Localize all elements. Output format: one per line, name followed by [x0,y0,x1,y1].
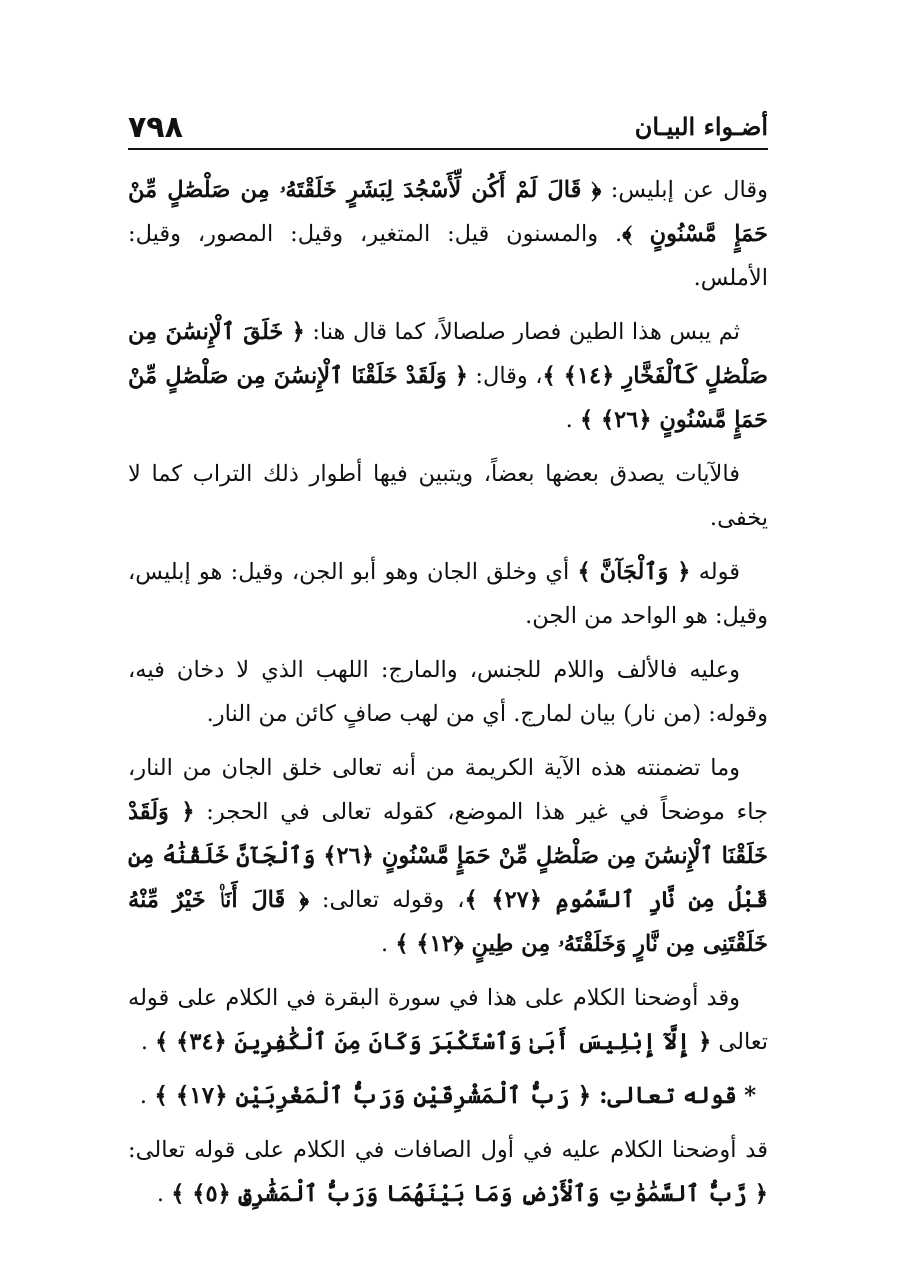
paragraph-text: . [565,407,580,433]
star-marker: * [744,1082,757,1109]
paragraph-iblis-quote [128,168,768,300]
quran-verse: ﴿ وَلَقَدْ خَلَقْنَا ٱلْإِنسَٰنَ مِن صَلْصَٰلٍ مِّنْ حَمَإٍ مَّسْنُونٍ ﴿٢٦﴾ وَٱلْجَآنَّ خَلَقْنَٰهُ مِن قَبْلُ مِن نَّارِ ٱلسَّمُومِ ﴿٢٧﴾ ﴾ [128,799,769,913]
quran-verse: ﴿ قَالَ لَمْ أَكُن لِّأَسْجُدَ لِبَشَرٍ خَلَقْتَهُۥ مِن صَلْصَٰلٍ مِّنْ حَمَإٍ مَّسْنُونٍ ﴾ [128,177,769,247]
paragraph-text: . [140,1029,156,1055]
paragraph-text: ثم يبس هذا الطين فصار صلصالاً، كما قال هنا: [304,319,740,345]
paragraph-text: وقال عن إبليس: [601,177,768,203]
paragraph-text: وما تضمنته هذه الآية الكريمة من أنه تعالى خلق الجان من النار، جاء موضحاً في غير هذا الموضع، كقوله تعالى في الحجر: [128,755,768,825]
paragraph-text: فالآيات يصدق بعضها بعضاً، ويتبين فيها أطوار ذلك التراب كما لا يخفى. [128,461,768,531]
paragraph-text: قد أوضحنا الكلام عليه في أول الصافات في الكلام على قوله تعالى: [128,1137,768,1163]
quran-verse: ﴿ رَبُّ ٱلْمَشْرِقَيْنِ وَرَبُّ ٱلْمَغْرِبَيْنِ ﴿١٧﴾ ﴾ [154,1082,592,1109]
paragraph-saffat [128,1128,768,1216]
quran-verse: ﴿ قَالَ أَنَا۠ خَيْرٌ مِّنْهُ خَلَقْتَنِى مِن نَّارٍ وَخَلَقْتَهُۥ مِن طِينٍ ﴿١٢﴾ ﴾ [128,887,768,957]
paragraph-salsal [128,310,768,442]
paragraph-text: وعليه فالألف واللام للجنس، والمارج: اللهب الذي لا دخان فيه، وقوله: (من نار) بيان لمارج. أي من لهب صافٍ كائن من النار. [128,657,768,727]
quran-verse: ﴿ وَلَقَدْ خَلَقْنَا ٱلْإِنسَٰنَ مِن صَلْصَٰلٍ مِّنْ حَمَإٍ مَّسْنُونٍ ﴿٢٦﴾ ﴾ [128,363,768,433]
paragraph-text: . والمسنون قيل: المتغير، وقيل: المصور، وقيل: الأملس. [128,221,768,291]
paragraph-verses-confirm [128,452,768,540]
paragraph-baqara [128,976,768,1064]
page-number: ٧٩٨ [128,110,183,145]
quran-verse: ﴿ رَّبُّ ٱلسَّمَٰوَٰتِ وَٱلْأَرْضِ وَمَا بَيْنَهُمَا وَرَبُّ ٱلْمَشَٰرِقِ ﴿٥﴾ ﴾ [171,1181,768,1207]
paragraph-text: . [156,1181,172,1207]
paragraph-text: قوله [690,559,740,585]
page-body [128,168,768,1226]
page-header [128,108,768,150]
paragraph-jann [128,550,768,638]
quran-verse: ﴿ إِلَّآ إِبْلِيسَ أَبَىٰ وَٱسْتَكْبَرَ وَكَانَ مِنَ ٱلْكَٰفِرِينَ ﴿٣٤﴾ ﴾ [155,1029,712,1055]
section-heading [128,1074,768,1118]
quran-verse: ﴿ خَلَقَ ٱلْإِنسَٰنَ مِن صَلْصَٰلٍ كَٱلْفَخَّارِ ﴿١٤﴾ ﴾ [128,319,768,389]
paragraph-text: . [381,931,396,957]
heading-tail: . [139,1083,155,1109]
quran-verse: ﴿ وَٱلْجَآنَّ ﴾ [577,559,691,585]
paragraph-text: ، وقوله تعالى: [308,887,465,913]
heading-lead: قوله تعالى: [591,1082,737,1109]
running-title: أضـواء البيـان [634,112,768,141]
paragraph-hijr [128,746,768,966]
paragraph-text: وقد أوضحنا الكلام على هذا في سورة البقرة في الكلام على قوله تعالى [128,985,768,1055]
paragraph-text: ، وقال: [467,363,543,389]
paragraph-text: أي وخلق الجان وهو أبو الجن، وقيل: هو إبليس، وقيل: هو الواحد من الجن. [128,559,768,629]
paragraph-marij [128,648,768,736]
